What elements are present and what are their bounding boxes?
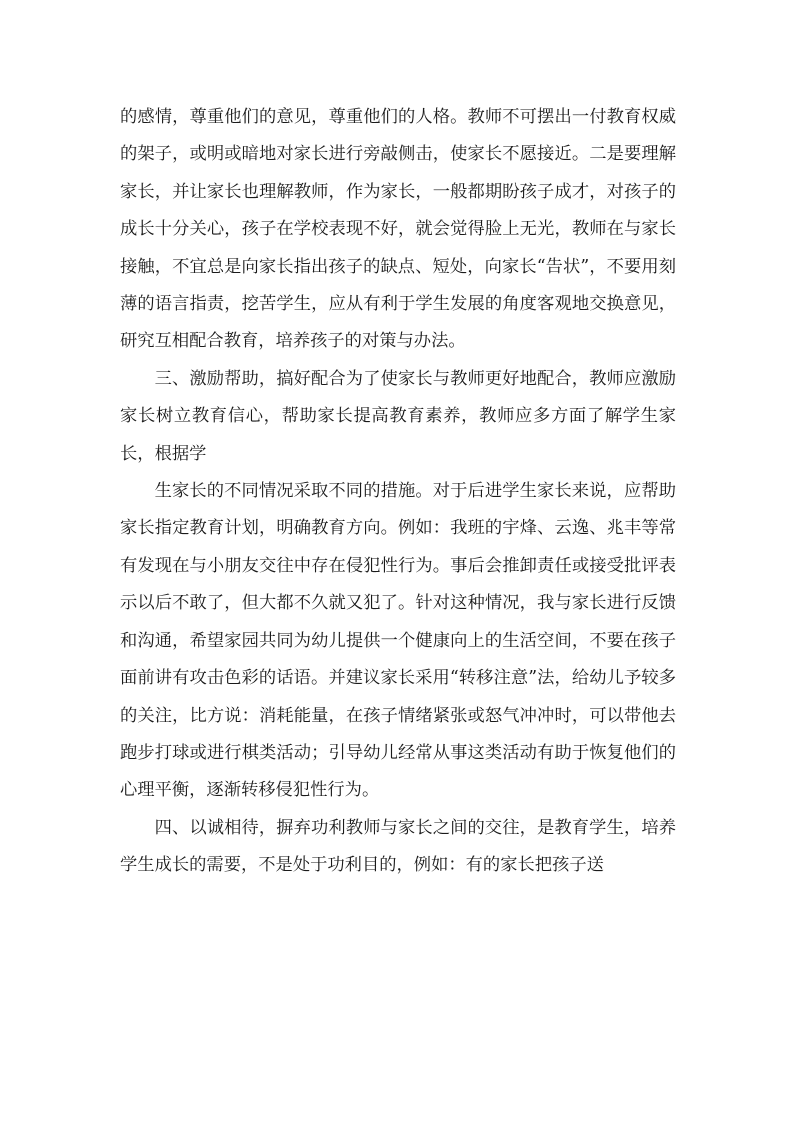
paragraph-2: 三、激励帮助，搞好配合为了使家长与教师更好地配合，教师应激励家长树立教育信心，帮助家长提高教育素养，教师应多方面了解学生家长，根据学 [120,368,676,464]
paragraph-4: 四、以诚相待，摒弃功利教师与家长之间的交往，是教育学生，培养学生成长的需要，不是处于功利目的，例如：有的家长把孩子送 [120,817,676,876]
document-body [120,99,676,885]
paragraph-3: 生家长的不同情况采取不同的措施。对于后进学生家长来说，应帮助家长指定教育计划，明确教育方向。例如：我班的宇烽、云逸、兆丰等常有发现在与小朋友交往中存在侵犯性行为。事后会推卸责任或接受批评表示以后不敢了，但大都不久就又犯了。针对这种情况，我与家长进行反馈和沟通，希望家园共同为幼儿提供一个健康向上的生活空间，不要在孩子面前讲有攻击色彩的话语。并建议家长采用“转移注意”法，给幼儿予较多的关注，比方说：消耗能量，在孩子情绪紧张或怒气冲冲时，可以带他去跑步打球或进行棋类活动；引导幼儿经常从事这类活动有助于恢复他们的心理平衡，逐渐转移侵犯性行为。 [120,481,676,801]
paragraph-1: 的感情，尊重他们的意见，尊重他们的人格。教师不可摆出一付教育权威的架子，或明或暗地对家长进行旁敲侧击，使家长不愿接近。二是要理解家长，并让家长也理解教师，作为家长，一般都期盼孩子成才，对孩子的成长十分关心，孩子在学校表现不好，就会觉得脸上无光，教师在与家长接触，不宜总是向家长指出孩子的缺点、短处，向家长“告状”，不要用刻薄的语言指责，挖苦学生，应从有利于学生发展的角度客观地交换意见，研究互相配合教育，培养孩子的对策与办法。 [120,107,676,352]
